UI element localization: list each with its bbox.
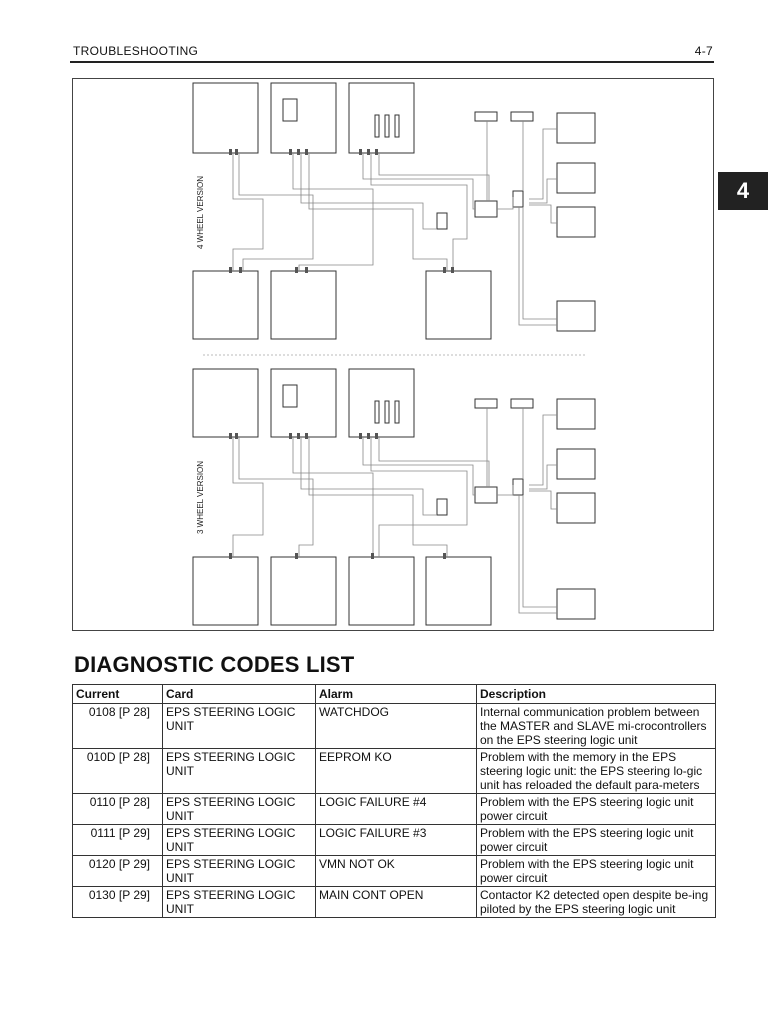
cell-alarm: LOGIC FAILURE #4 bbox=[316, 794, 477, 825]
cell-description: Problem with the EPS steering logic unit power circuit bbox=[477, 794, 716, 825]
table-row bbox=[73, 825, 716, 856]
table-header-row bbox=[73, 685, 716, 704]
cell-card: EPS STEERING LOGIC UNIT bbox=[163, 704, 316, 749]
header-alarm: Alarm bbox=[316, 685, 477, 704]
cell-card: EPS STEERING LOGIC UNIT bbox=[163, 749, 316, 794]
cell-description: Contactor K2 detected open despite be-ing piloted by the EPS steering logic unit bbox=[477, 887, 716, 918]
diagram-4wheel bbox=[193, 83, 595, 339]
cell-current: 0130 [P 29] bbox=[73, 887, 163, 918]
header-divider bbox=[70, 61, 714, 63]
cell-card: EPS STEERING LOGIC UNIT bbox=[163, 794, 316, 825]
cell-card: EPS STEERING LOGIC UNIT bbox=[163, 887, 316, 918]
cell-description: Problem with the memory in the EPS steering logic unit: the EPS steering lo-gic unit has reloaded the default para-meters bbox=[477, 749, 716, 794]
cell-alarm: MAIN CONT OPEN bbox=[316, 887, 477, 918]
header-page-number: 4-7 bbox=[694, 44, 713, 58]
section-title: DIAGNOSTIC CODES LIST bbox=[74, 652, 355, 677]
table-row bbox=[73, 704, 716, 749]
cell-card: EPS STEERING LOGIC UNIT bbox=[163, 856, 316, 887]
cell-alarm: EEPROM KO bbox=[316, 749, 477, 794]
cell-card: EPS STEERING LOGIC UNIT bbox=[163, 825, 316, 856]
cell-current: 010D [P 28] bbox=[73, 749, 163, 794]
cell-description: Internal communication problem between the MASTER and SLAVE mi-crocontrollers on the EPS steering logic unit bbox=[477, 704, 716, 749]
table-row bbox=[73, 794, 716, 825]
wiring-diagram bbox=[73, 79, 713, 630]
header-current: Current bbox=[73, 685, 163, 704]
cell-current: 0111 [P 29] bbox=[73, 825, 163, 856]
header-description: Description bbox=[477, 685, 716, 704]
cell-current: 0108 [P 28] bbox=[73, 704, 163, 749]
page-header bbox=[73, 44, 713, 62]
table-row bbox=[73, 749, 716, 794]
table-row bbox=[73, 856, 716, 887]
cell-description: Problem with the EPS steering logic unit power circuit bbox=[477, 856, 716, 887]
diagnostic-codes-table bbox=[72, 684, 716, 918]
chapter-tab: 4 bbox=[718, 172, 768, 210]
cell-alarm: WATCHDOG bbox=[316, 704, 477, 749]
three-wheel-version-label: 3 WHEEL VERSION bbox=[196, 460, 205, 534]
wiring-diagram-figure bbox=[72, 78, 714, 631]
cell-current: 0110 [P 28] bbox=[73, 794, 163, 825]
header-card: Card bbox=[163, 685, 316, 704]
diagram-3wheel bbox=[193, 369, 595, 625]
cell-description: Problem with the EPS steering logic unit power circuit bbox=[477, 825, 716, 856]
cell-current: 0120 [P 29] bbox=[73, 856, 163, 887]
cell-alarm: LOGIC FAILURE #3 bbox=[316, 825, 477, 856]
table-row bbox=[73, 887, 716, 918]
cell-alarm: VMN NOT OK bbox=[316, 856, 477, 887]
four-wheel-version-label: 4 WHEEL VERSION bbox=[196, 175, 205, 249]
header-section-title: TROUBLESHOOTING bbox=[73, 44, 199, 58]
